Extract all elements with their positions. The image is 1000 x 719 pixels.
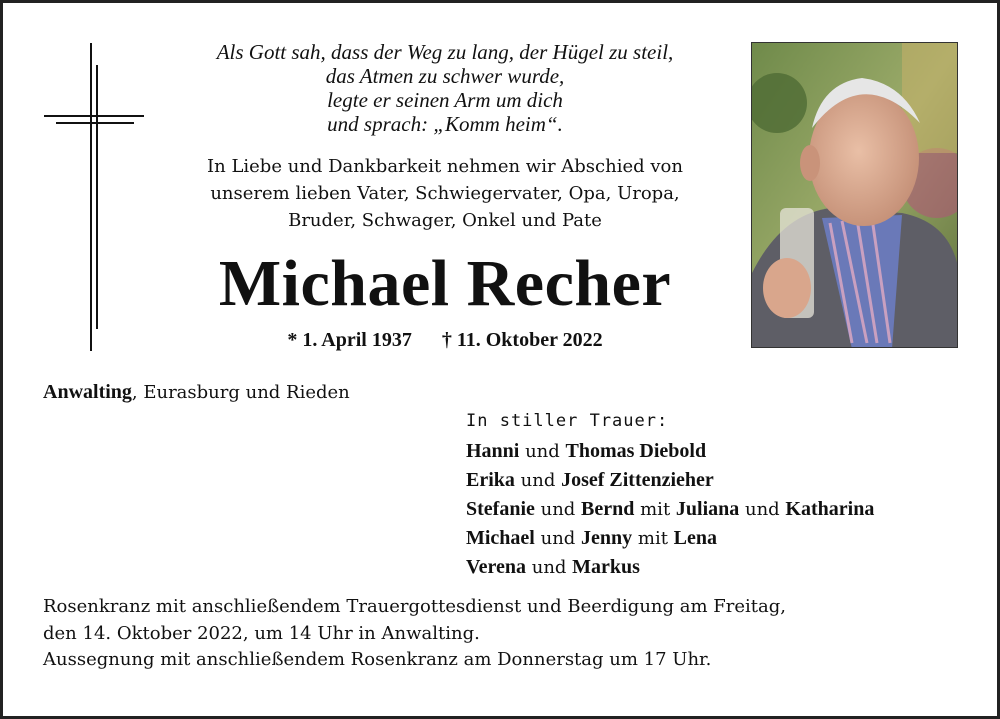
mourner-row <box>466 524 874 553</box>
mourner-row <box>466 495 874 524</box>
mourner-conjunction: und <box>514 470 562 491</box>
mourner-name: Verena <box>466 556 526 578</box>
mourner-conjunction: mit <box>634 499 676 520</box>
service-line: Aussegnung mit anschließendem Rosenkranz am Donnerstag um 17 Uhr. <box>43 649 712 670</box>
death-date: † 11. Oktober 2022 <box>441 329 603 351</box>
mourner-name: Katharina <box>785 498 875 520</box>
service-details <box>43 594 786 674</box>
mourner-conjunction: mit <box>632 528 674 549</box>
deceased-name: Michael Recher <box>218 247 672 320</box>
mourning-heading: In stiller Trauer: <box>466 411 669 431</box>
residence-line <box>43 380 350 405</box>
mourner-name: Jenny <box>581 527 633 549</box>
mourner-name: Hanni <box>466 440 520 462</box>
poem-line: das Atmen zu schwer wurde, <box>325 64 565 88</box>
mourner-name: Stefanie <box>466 498 535 520</box>
poem-line: Als Gott sah, dass der Weg zu lang, der Hügel zu steil, <box>216 40 674 64</box>
birth-date: * 1. April 1937 <box>287 329 412 351</box>
poem-line: legte er seinen Arm um dich <box>327 88 563 112</box>
mourner-conjunction: und <box>534 528 582 549</box>
mourner-row <box>466 466 874 495</box>
poem-line: und sprach: „Komm heim“. <box>327 112 563 136</box>
mourner-name: Michael <box>466 527 535 549</box>
mourner-name: Josef Zittenzieher <box>561 469 714 491</box>
life-dates <box>150 328 740 352</box>
mourner-name: Thomas Diebold <box>565 440 707 462</box>
portrait-image <box>752 43 958 348</box>
mourner-conjunction: und <box>739 499 786 520</box>
cross-icon <box>44 43 144 351</box>
mourner-name: Juliana <box>675 498 740 520</box>
mourner-name: Lena <box>673 527 718 549</box>
farewell-text <box>150 153 740 234</box>
farewell-line: unserem lieben Vater, Schwiegervater, Opa, Uropa, <box>210 183 680 204</box>
mourner-name: Erika <box>466 469 515 491</box>
farewell-line: In Liebe und Dankbarkeit nehmen wir Abschied von <box>207 156 683 177</box>
mourner-name: Markus <box>572 556 640 578</box>
mourner-conjunction: und <box>526 557 573 578</box>
mourner-row <box>466 553 874 582</box>
mourner-conjunction: und <box>534 499 582 520</box>
residence-rest: , Eurasburg und Rieden <box>131 382 350 403</box>
mourner-conjunction: und <box>519 441 566 462</box>
poem <box>150 40 740 136</box>
service-line: Rosenkranz mit anschließendem Trauergottesdienst und Beerdigung am Freitag, <box>43 596 786 617</box>
farewell-line: Bruder, Schwager, Onkel und Pate <box>288 210 602 231</box>
mourner-name: Bernd <box>581 498 635 520</box>
service-line: den 14. Oktober 2022, um 14 Uhr in Anwalting. <box>43 622 480 644</box>
mourner-row <box>466 437 874 466</box>
mourners-list <box>466 437 874 582</box>
portrait-photo <box>751 42 958 348</box>
residence-main: Anwalting <box>43 381 132 403</box>
